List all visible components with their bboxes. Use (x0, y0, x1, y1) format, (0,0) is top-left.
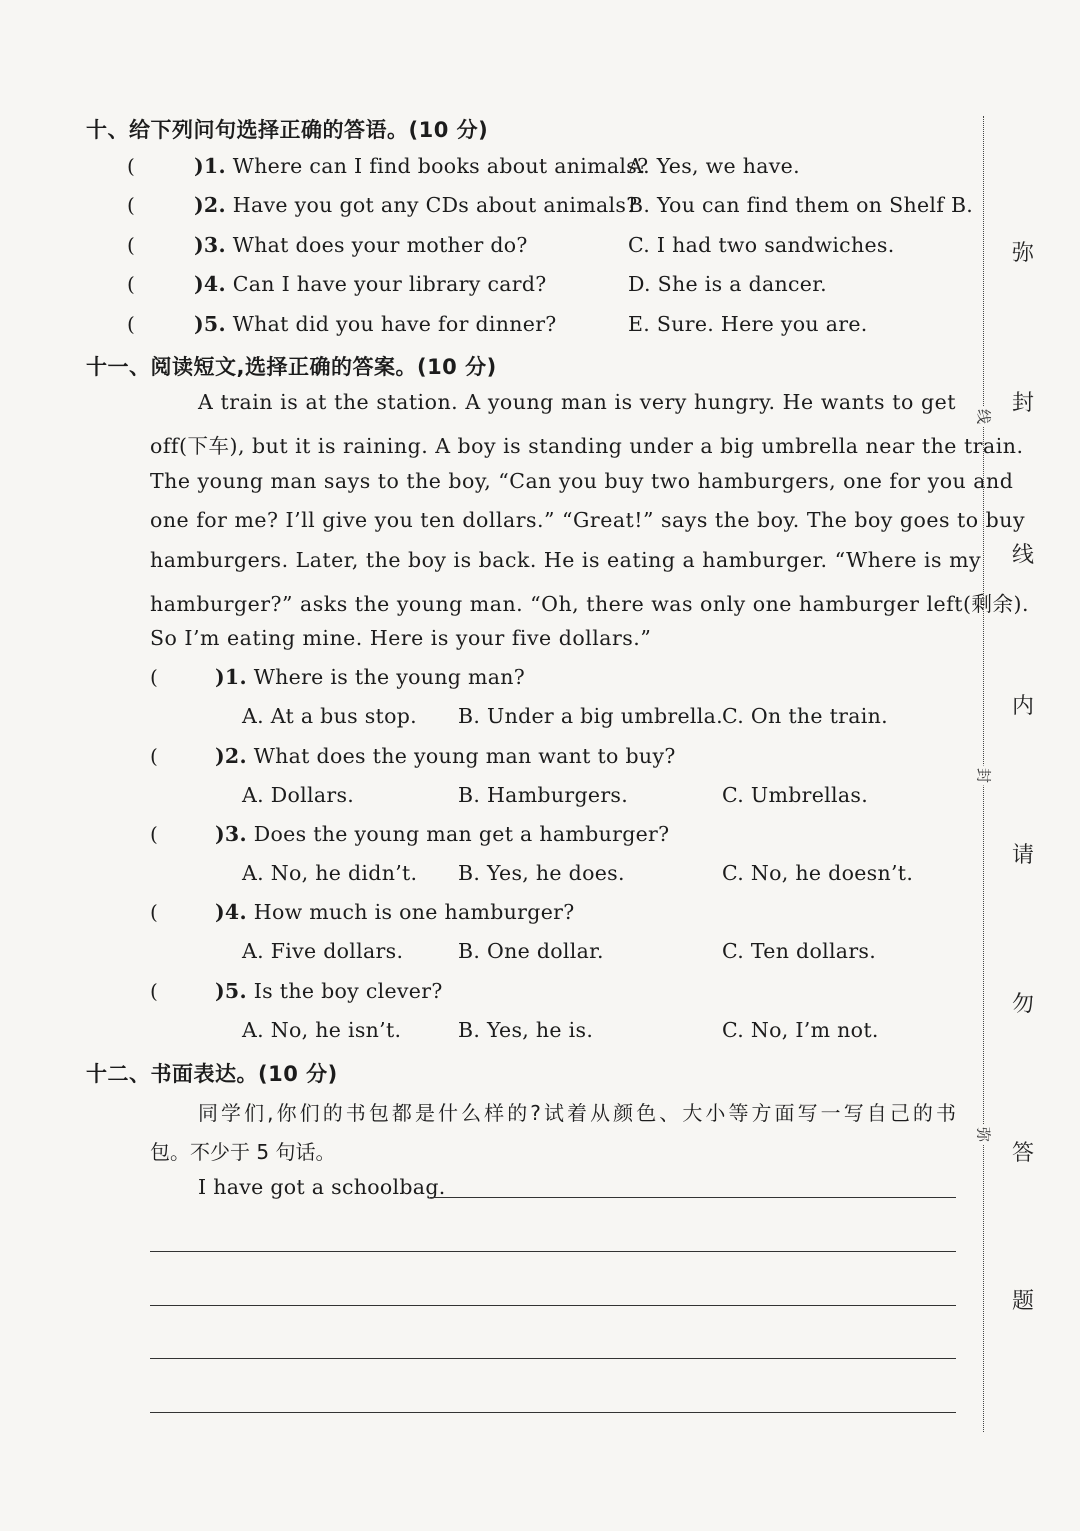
option-c: C. On the train. (722, 704, 888, 728)
option-c: C. No, I’m not. (722, 1018, 879, 1042)
question-row: ( )5. Is the boy clever? (150, 979, 443, 1003)
section-10-heading: 十、给下列问句选择正确的答语。(10 分) (86, 118, 489, 142)
margin-notice-char: 内 (1011, 694, 1034, 719)
binding-label: 线 (974, 407, 995, 427)
option-a: A. Dollars. (242, 783, 355, 807)
writing-line[interactable] (150, 1251, 956, 1252)
question-row: ( )1. Where is the young man? (150, 665, 526, 689)
passage-line: off(下车), but it is raining. A boy is standing under a big umbrella near the train. (150, 434, 1024, 458)
passage-line: one for me? I’ll give you ten dollars.” “Great!” says the boy. The boy goes to buy (150, 508, 1026, 532)
question-row: ( )4. Can I have your library card? (127, 272, 547, 296)
answer-option: C. I had two sandwiches. (628, 233, 895, 257)
question-text: Can I have your library card? (225, 272, 547, 296)
question-text: Does the young man get a hamburger? (246, 822, 670, 846)
question-text: Where can I find books about animals? (225, 154, 649, 178)
question-row: ( )2. Have you got any CDs about animals? (127, 193, 638, 217)
writing-line[interactable] (150, 1305, 956, 1306)
writing-starter: I have got a schoolbag. (198, 1175, 446, 1199)
question-row: ( )1. Where can I find books about animals? (127, 154, 649, 178)
binding-label: 封 (974, 766, 995, 786)
option-b: B. Under a big umbrella. (458, 704, 723, 728)
margin-notice-char: 线 (1011, 543, 1034, 568)
passage-line: A train is at the station. A young man is very hungry. He wants to get (198, 390, 956, 414)
answer-option: B. You can find them on Shelf B. (628, 193, 974, 217)
answer-blank[interactable]: ( (127, 233, 136, 257)
section-11-heading: 十一、阅读短文,选择正确的答案。(10 分) (86, 355, 497, 379)
answer-blank[interactable]: ( (150, 900, 159, 924)
answer-blank[interactable]: ( (150, 665, 159, 689)
passage-line: The young man says to the boy, “Can you buy two hamburgers, one for you and (150, 469, 1014, 493)
writing-line[interactable] (150, 1412, 956, 1413)
question-text: Where is the young man? (246, 665, 526, 689)
question-row: ( )3. Does the young man get a hamburger? (150, 822, 670, 846)
answer-blank[interactable]: ( (127, 312, 136, 336)
writing-prompt-line-1: 同学们,你们的书包都是什么样的?试着从颜色、大小等方面写一写自己的书 (198, 1101, 956, 1125)
passage-line: hamburgers. Later, the boy is back. He is eating a hamburger. “Where is my (150, 548, 982, 572)
question-row: ( )5. What did you have for dinner? (127, 312, 557, 336)
answer-blank[interactable]: ( (150, 979, 159, 1003)
writing-line[interactable] (150, 1358, 956, 1359)
option-a: A. At a bus stop. (242, 704, 417, 728)
passage-line: hamburger?” asks the young man. “Oh, there was only one hamburger left(剩余). (150, 592, 1030, 616)
option-a: A. No, he isn’t. (242, 1018, 402, 1042)
margin-notice-char: 请 (1011, 843, 1034, 868)
question-text: Have you got any CDs about animals? (225, 193, 638, 217)
answer-option: A. Yes, we have. (628, 154, 800, 178)
option-b: B. Hamburgers. (458, 783, 629, 807)
writing-prompt-line-2: 包。不少于 5 句话。 (150, 1140, 336, 1164)
margin-notice-char: 答 (1011, 1141, 1034, 1166)
question-text: Is the boy clever? (246, 979, 443, 1003)
answer-option: D. She is a dancer. (628, 272, 827, 296)
margin-notice-char: 封 (1011, 391, 1034, 416)
option-c: C. Ten dollars. (722, 939, 877, 963)
question-text: What does the young man want to buy? (246, 744, 676, 768)
answer-blank[interactable]: ( (127, 272, 136, 296)
option-b: B. Yes, he does. (458, 861, 625, 885)
answer-blank[interactable]: ( (127, 193, 136, 217)
section-12-heading: 十二、书面表达。(10 分) (86, 1062, 338, 1086)
question-row: ( )3. What does your mother do? (127, 233, 528, 257)
binding-label: 弥 (974, 1125, 995, 1145)
answer-blank[interactable]: ( (127, 154, 136, 178)
margin-notice-char: 勿 (1011, 992, 1034, 1017)
question-text: What does your mother do? (225, 233, 528, 257)
passage-line: So I’m eating mine. Here is your five dollars.” (150, 626, 652, 650)
question-row: ( )4. How much is one hamburger? (150, 900, 575, 924)
writing-line[interactable] (430, 1197, 956, 1198)
answer-blank[interactable]: ( (150, 744, 159, 768)
option-b: B. Yes, he is. (458, 1018, 594, 1042)
option-a: A. No, he didn’t. (242, 861, 418, 885)
answer-blank[interactable]: ( (150, 822, 159, 846)
margin-notice-char: 弥 (1011, 241, 1034, 266)
answer-option: E. Sure. Here you are. (628, 312, 868, 336)
option-b: B. One dollar. (458, 939, 604, 963)
option-a: A. Five dollars. (242, 939, 404, 963)
question-text: How much is one hamburger? (246, 900, 575, 924)
question-text: What did you have for dinner? (225, 312, 557, 336)
option-c: C. Umbrellas. (722, 783, 869, 807)
margin-notice-char: 题 (1011, 1289, 1034, 1314)
question-row: ( )2. What does the young man want to buy? (150, 744, 676, 768)
option-c: C. No, he doesn’t. (722, 861, 914, 885)
